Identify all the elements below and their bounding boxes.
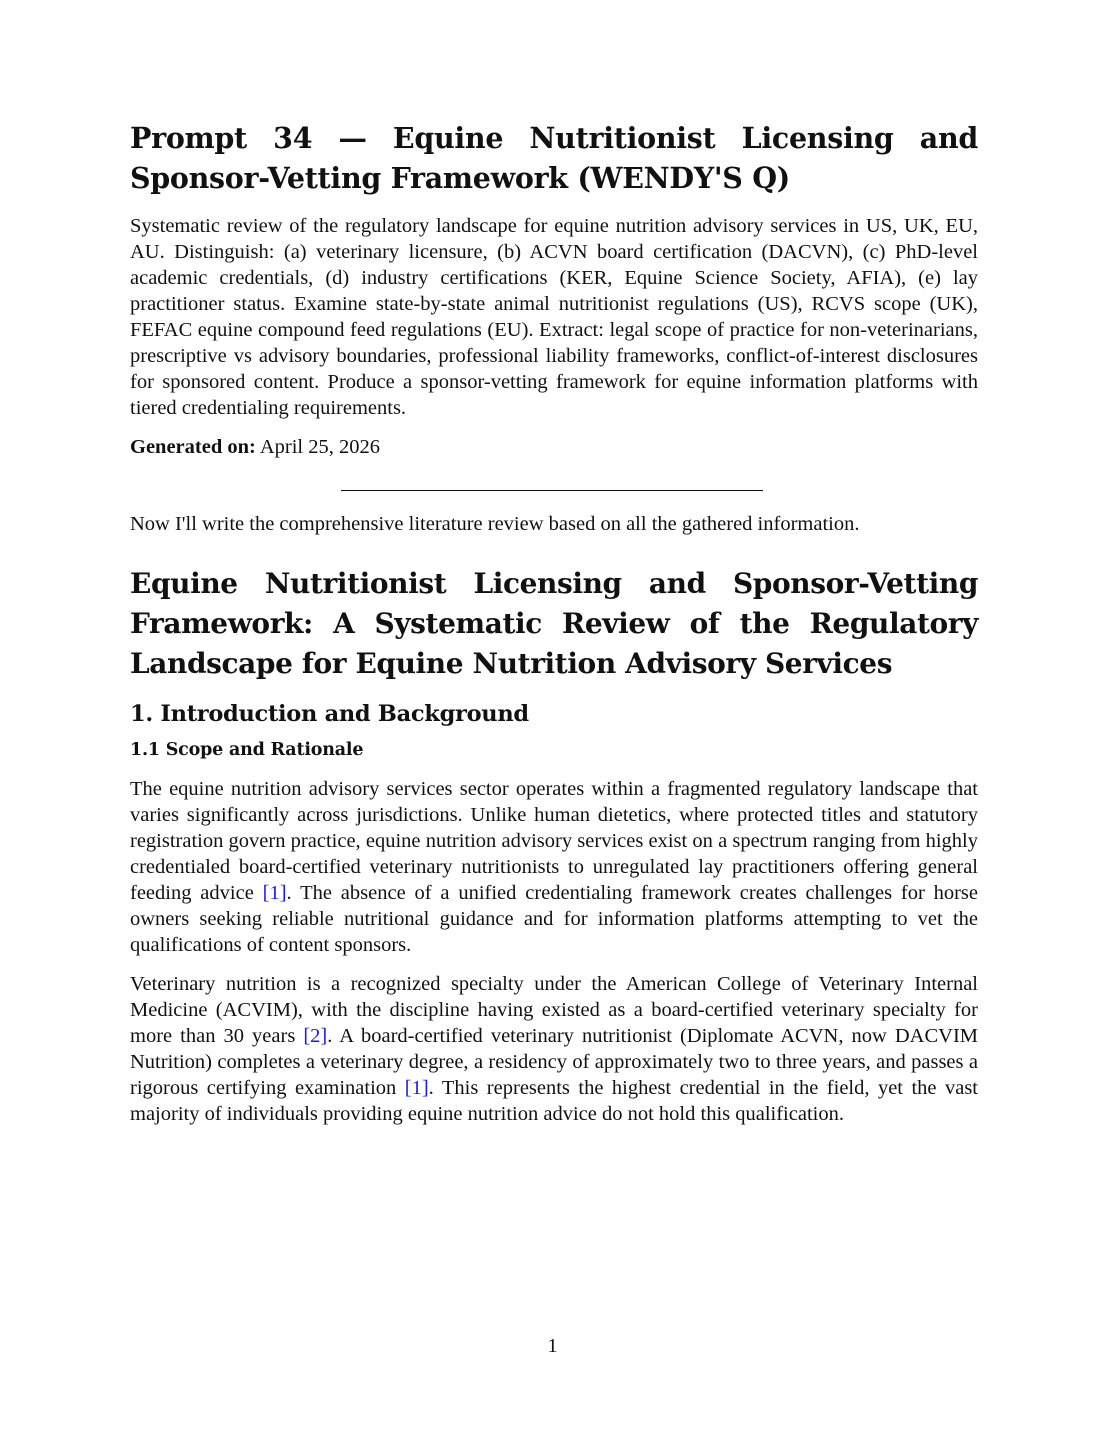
- horizontal-divider: [341, 490, 763, 491]
- section-heading-introduction: 1. Introduction and Background: [130, 701, 529, 727]
- subsection-heading-scope: 1.1 Scope and Rationale: [130, 740, 364, 760]
- paragraph-text: Veterinary nutrition is a recognized specialty under the American College of Veterinary Internal Medicine (ACVIM), with the discipline having existed as a board-certified veterinary specialty for more than 30 years: [130, 973, 978, 1047]
- generated-on-line: [130, 434, 978, 460]
- generated-on-date: April 25, 2026: [259, 436, 380, 458]
- citation-link[interactable]: [1]: [404, 1077, 429, 1099]
- citation-link[interactable]: [2]: [303, 1025, 328, 1047]
- generated-on-label: Generated on:: [130, 436, 256, 458]
- paragraph-text: . A board-certified veterinary nutritionist (Diplomate ACVN, now DACVIM Nutrition) completes a veterinary degree, a residency of approximately two to three years, and passes a rigorous certifying examination: [130, 1025, 978, 1099]
- document-page: [130, 118, 978, 1140]
- intro-line: Now I'll write the comprehensive literature review based on all the gathered information.: [130, 513, 860, 535]
- document-title: Equine Nutritionist Licensing and Sponsor-Vetting Framework: A Systematic Review of the Regulatory Landscape for Equine Nutrition Advisory Services: [130, 567, 978, 680]
- paragraph-text: . This represents the highest credential in the field, yet the vast majority of individuals providing equine nutrition advice do not hold this qualification.: [130, 1077, 979, 1125]
- prompt-description: Systematic review of the regulatory landscape for equine nutrition advisory services in US, UK, EU, AU. Distinguish: (a) veterinary licensure, (b) ACVN board certification (DACVN), (c) PhD-level academic credentials, (d) industry certifications (KER, Equine Science Society, AFIA), (e) lay practitioner status. Examine state-by-state animal nutritionist regulations (US), RCVS scope (UK), FEFAC equine compound feed regulations (EU). Extract: legal scope of practice for non-veterinarians, prescriptive vs advisory boundaries, professional liability frameworks, conflict-of-interest disclosures for sponsored content. Produce a sponsor-vetting framework for equine information platforms with tiered credentialing requirements.: [130, 215, 978, 419]
- paragraph-veterinary-nutrition: [130, 971, 978, 1127]
- paragraph-text: The equine nutrition advisory services sector operates within a fragmented regulatory landscape that varies significantly across jurisdictions. Unlike human dietetics, where protected titles and statutory registration govern practice, equine nutrition advisory services exist on a spectrum ranging from highly credentialed board-certified veterinary nutritionists to unregulated lay practitioners offering general feeding advice: [130, 778, 978, 904]
- citation-link[interactable]: [1]: [262, 882, 287, 904]
- page-number: 1: [547, 1335, 558, 1357]
- prompt-title: Prompt 34 — Equine Nutritionist Licensing and Sponsor-Vetting Framework (WENDY'S Q): [130, 121, 978, 195]
- paragraph-scope-rationale: [130, 776, 978, 958]
- paragraph-text: . The absence of a unified credentialing framework creates challenges for horse owners seeking reliable nutritional guidance and for information platforms attempting to vet the qualifications of content sponsors.: [130, 882, 979, 956]
